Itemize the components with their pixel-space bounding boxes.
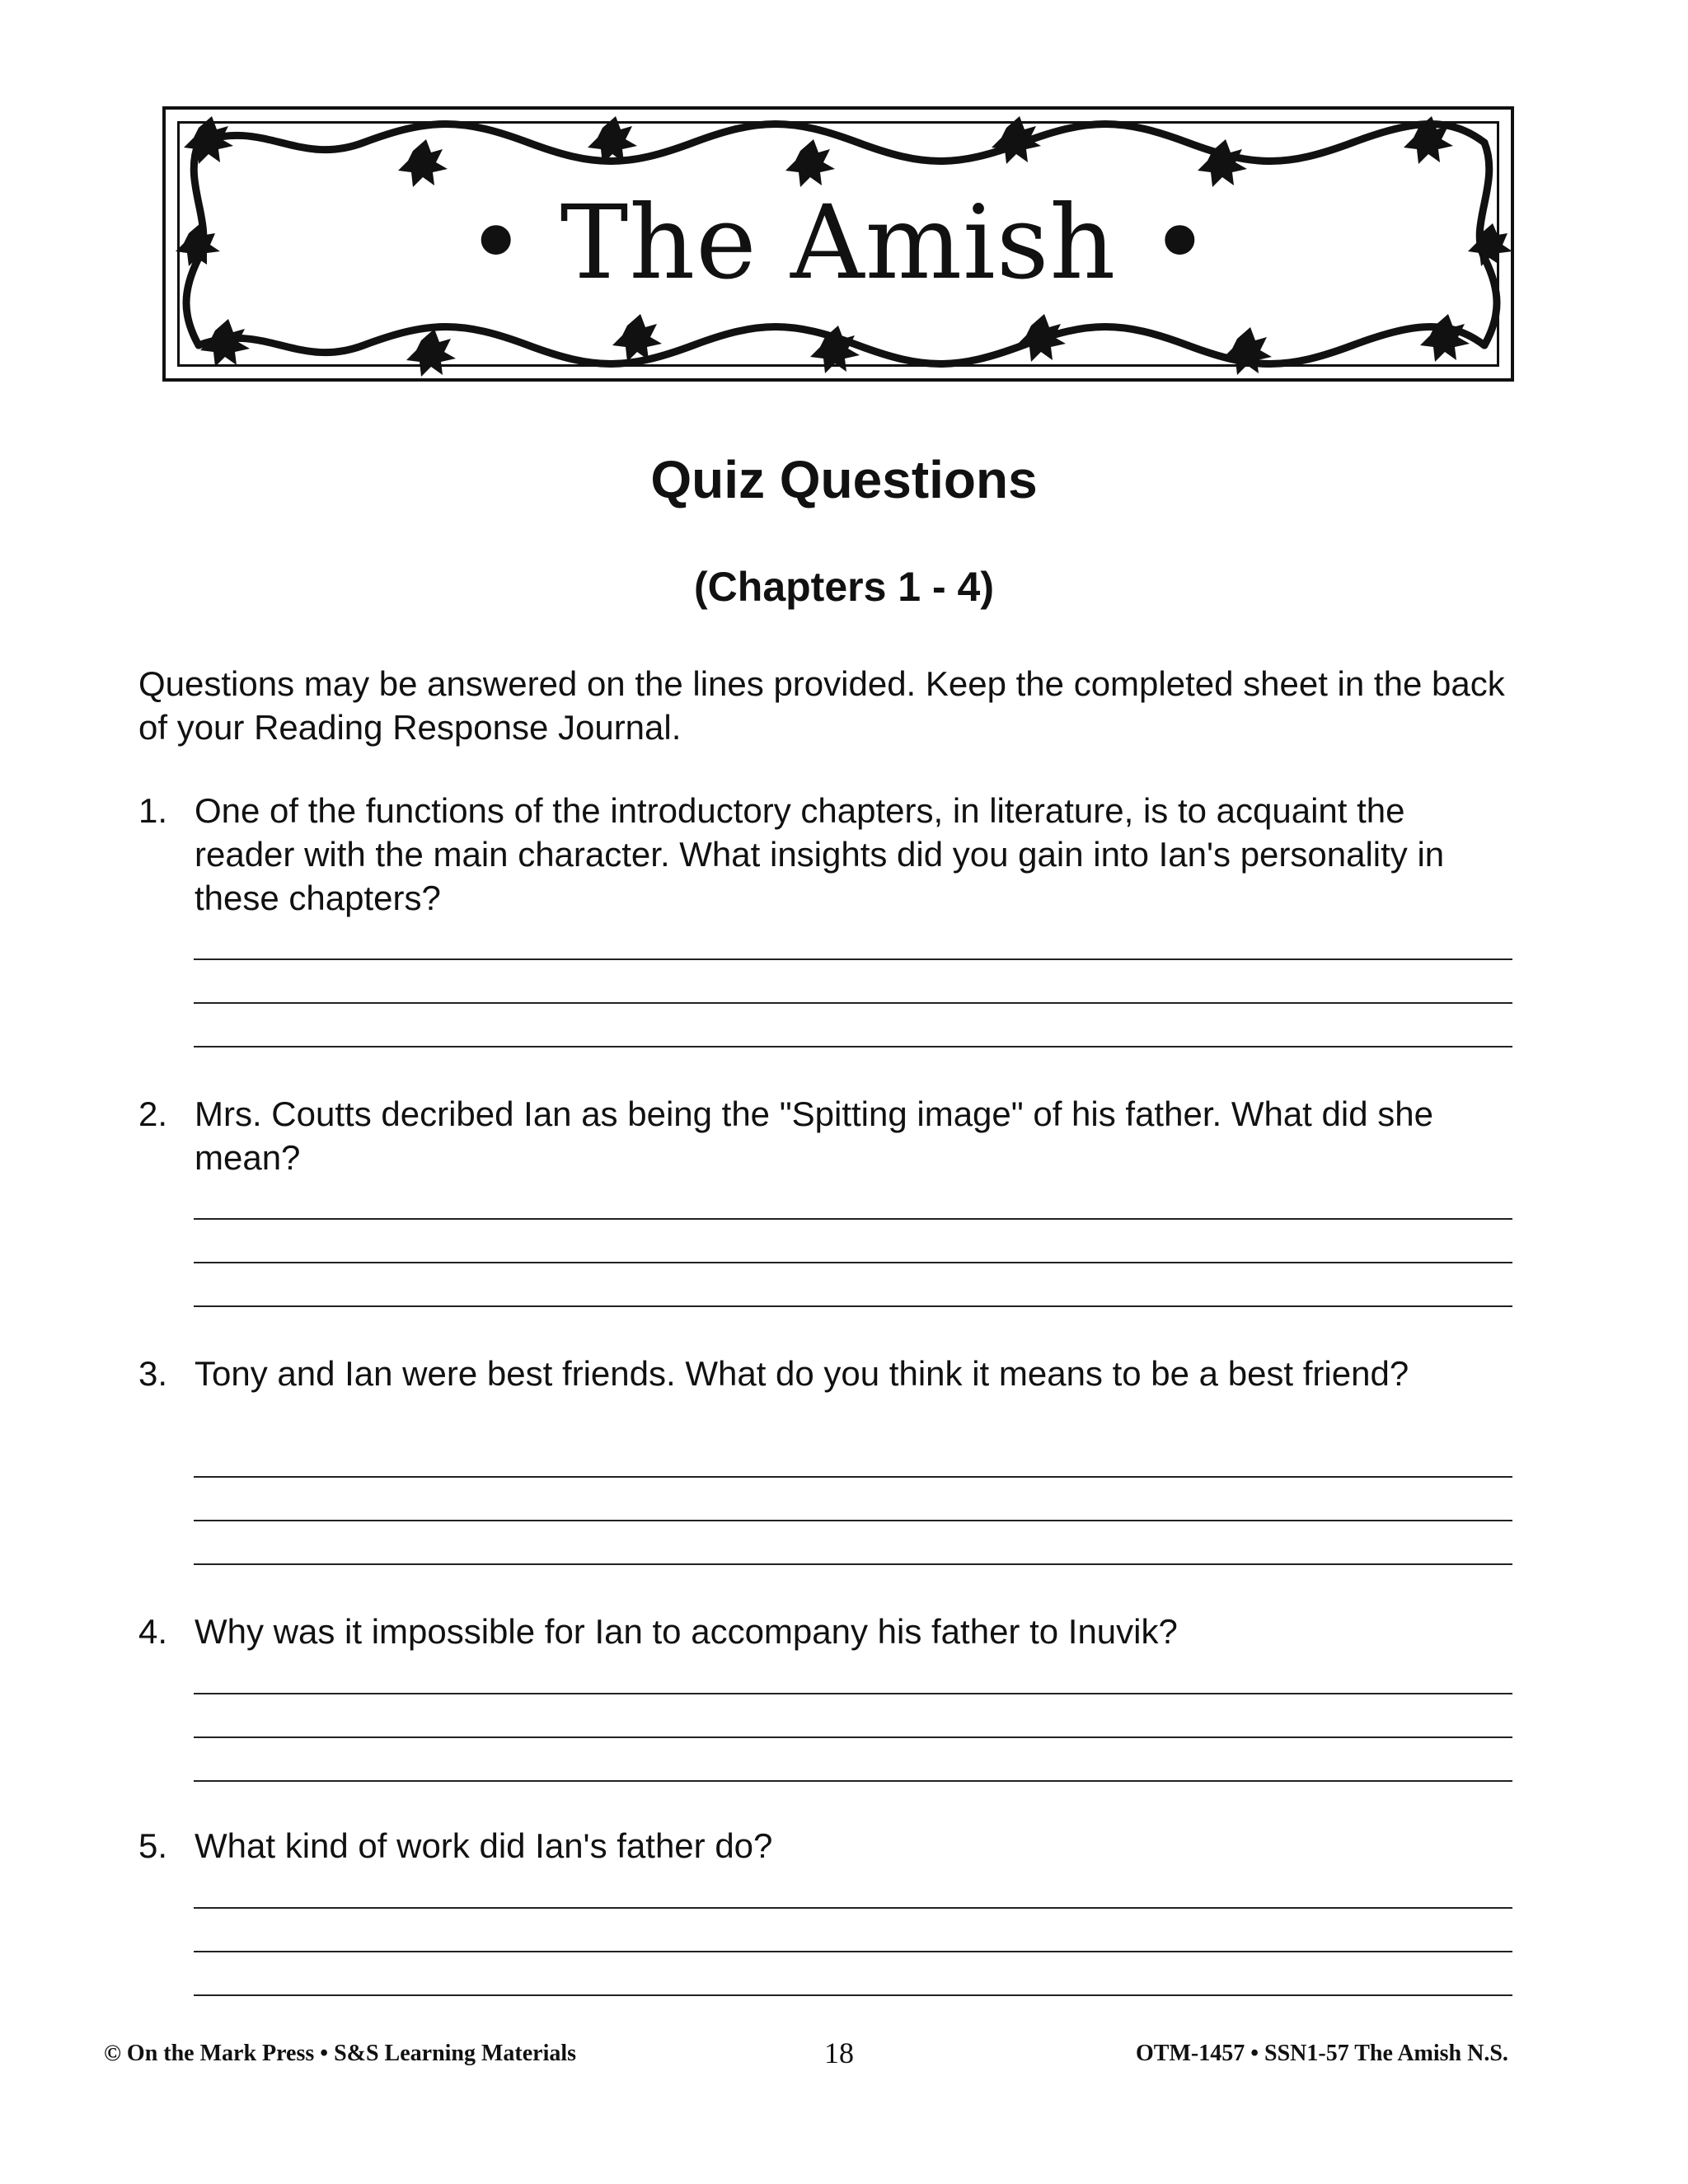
answer-line[interactable] xyxy=(194,1563,1512,1565)
answer-line[interactable] xyxy=(194,1693,1512,1694)
question-text: One of the functions of the introductory chapters, in literature, is to acquaint the reader with the main character. What insights did you gain into Ian's personality in these chapters? xyxy=(195,791,1445,917)
answer-line[interactable] xyxy=(194,1476,1512,1478)
question-number: 4. xyxy=(138,1612,168,1651)
answer-line[interactable] xyxy=(194,1951,1512,1952)
question-text: Tony and Ian were best friends. What do you think it means to be a best friend? xyxy=(195,1354,1409,1393)
answer-line[interactable] xyxy=(194,1218,1512,1220)
answer-line[interactable] xyxy=(194,1046,1512,1047)
instructions-text: Questions may be answered on the lines provided. Keep the completed sheet in the back of your Reading Response Journal. xyxy=(138,664,1505,747)
question-5 xyxy=(138,1824,1540,2005)
answer-line[interactable] xyxy=(194,1305,1512,1307)
footer-product-code: OTM-1457 • SSN1-57 The Amish N.S. xyxy=(1136,2041,1508,2066)
question-2 xyxy=(138,1092,1540,1315)
answer-line[interactable] xyxy=(194,1002,1512,1004)
chapters-subtitle: (Chapters 1 - 4) xyxy=(694,564,994,610)
answer-line[interactable] xyxy=(194,1736,1512,1738)
answer-line[interactable] xyxy=(194,1520,1512,1521)
question-text: What kind of work did Ian's father do? xyxy=(195,1826,773,1865)
question-1 xyxy=(138,789,1540,1052)
page-title: • The Amish • xyxy=(466,184,1211,302)
quiz-title: Quiz Questions xyxy=(650,450,1038,509)
answer-line[interactable] xyxy=(194,958,1512,960)
title-banner xyxy=(162,106,1514,382)
answer-line[interactable] xyxy=(194,1994,1512,1996)
page-number: 18 xyxy=(824,2036,854,2069)
footer-publisher: © On the Mark Press • S&S Learning Materials xyxy=(104,2041,577,2066)
question-number: 5. xyxy=(138,1826,168,1865)
answer-line[interactable] xyxy=(194,1907,1512,1909)
question-text: Mrs. Coutts decribed Ian as being the "Spitting image" of his father. What did she mean? xyxy=(195,1094,1433,1177)
question-4 xyxy=(138,1610,1540,1791)
question-number: 3. xyxy=(138,1354,168,1393)
question-text: Why was it impossible for Ian to accompany his father to Inuvik? xyxy=(195,1612,1178,1651)
question-3 xyxy=(138,1352,1540,1574)
answer-line[interactable] xyxy=(194,1262,1512,1263)
question-number: 1. xyxy=(138,791,168,830)
answer-line[interactable] xyxy=(194,1780,1512,1782)
question-number: 2. xyxy=(138,1094,168,1133)
